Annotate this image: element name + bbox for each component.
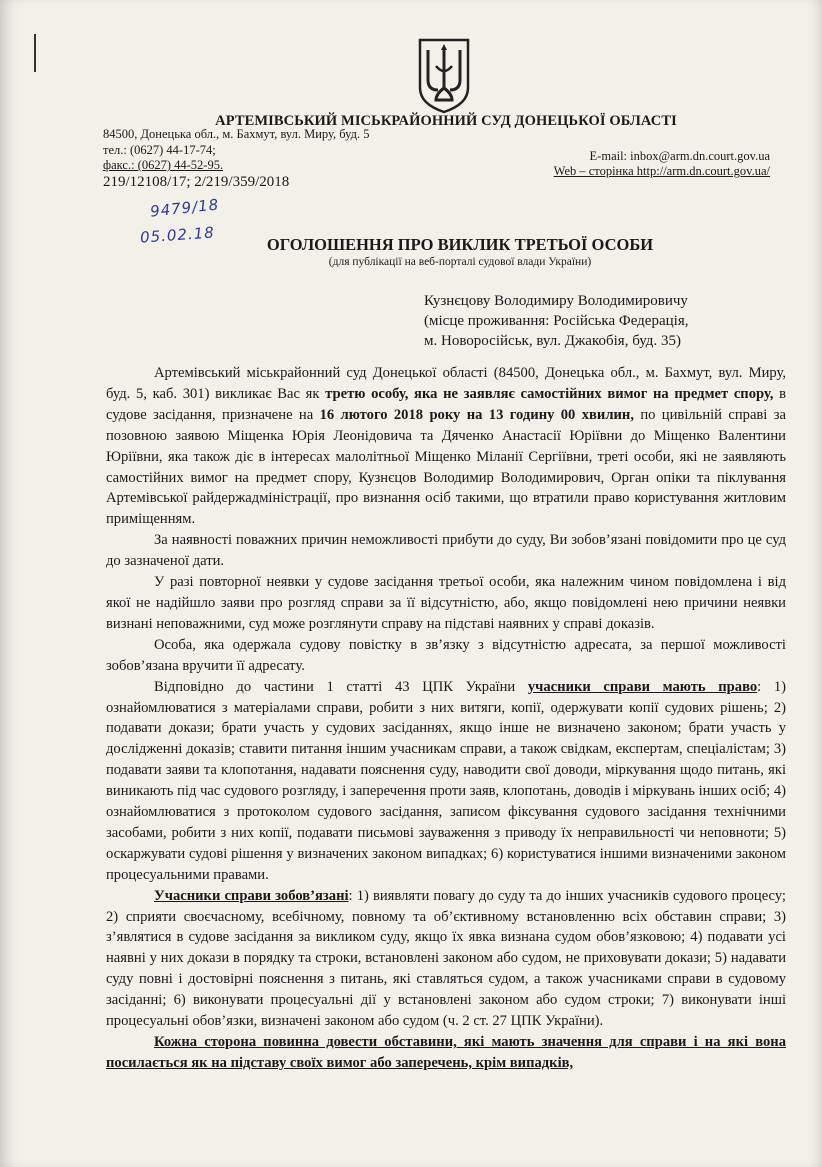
court-address: 84500, Донецька обл., м. Бахмут, вул. Миру, буд. 5 xyxy=(103,127,370,141)
paragraph-notify-court: За наявності поважних причин неможливості прибути до суду, Ви зобов’язані повідомити про це суд до зазначеної дати. xyxy=(106,532,786,570)
recipient-address: м. Новоросійськ, вул. Джакобія, буд. 35) xyxy=(424,333,681,349)
handwritten-date: 05.02.18 xyxy=(139,223,216,247)
trident-emblem-icon xyxy=(414,36,474,114)
recipient-block xyxy=(424,291,688,351)
document-title: ОГОЛОШЕННЯ ПРО ВИКЛИК ТРЕТЬОЇ ОСОБИ xyxy=(266,235,654,254)
court-fax: факс.: (0627) 44-52-95. xyxy=(103,158,224,172)
recipient-residence: (місце проживання: Російська Федерація, xyxy=(424,313,689,329)
court-email: E-mail: inbox@arm.dn.court.gov.ua xyxy=(589,149,770,163)
paragraph-participant-rights: Відповідно до частини 1 статті 43 ЦПК України учасники справи мають право: 1) ознайомлюватися з матеріалами справи, робити з них витяги, копії, одержувати копії судових рішень; 2) подавати докази; брати участь у судових засіданнях, якщо інше не визначено законом; брати участь у дослідженні доказів; ставити питання іншим учасникам справи, а також свідкам, експертам, спеціалістам; 3) подавати заяви та клопотання, надавати пояснення суду, наводити свої доводи, міркування щодо питань, які виникають під час судового розгляду, і заперечення проти заяв, клопотань, доводів і міркувань інших осіб; 4) ознайомлюватися з протоколом судового засідання, записом фіксування судового засідання технічними засобами, робити з них копії, подавати письмові зауваження з приводу їх неправильності чи неповноти; 5) оскаржувати судові рішення у визначених законом випадках; 6) користуватися іншими визначеними законом процесуальними правами. xyxy=(106,678,786,883)
notice-body xyxy=(106,363,786,1074)
document-subtitle: (для публікації на веб-порталі судової влади України) xyxy=(328,256,592,268)
court-phone: тел.: (0627) 44-17-74; xyxy=(103,143,216,157)
paragraph-repeated-absence: У разі повторної неявки у судове засідання третьої особи, яка належним чином повідомлена і від якої не надійшло заяви про розгляд справи за її відсутністю, або, якщо повідомлені нею причини неявки визнані неповажними, суд може розглянути справу на підставі наявних у справі доказів. xyxy=(106,574,786,632)
paragraph-burden-of-proof: Кожна сторона повинна довести обставини, які мають значення для справи і на які вона посилається як на підставу своїх вимог або заперечень, крім випадків, xyxy=(106,1034,786,1071)
paragraph-participant-obligations: Учасники справи зобов’язані: 1) виявляти повагу до суду та до інших учасників судового процесу; 2) сприяти своєчасному, всебічному, повному та об’єктивному встановленню всіх обставин справи; 3) з’являтися в судове засідання за викликом суду, якщо їх явка визнана судом обов’язковою; 4) подавати усі наявні у них докази в порядку та строки, встановлені законом або судом, не приховувати докази; 5) надавати суду повні і достовірні пояснення з питань, які ставляться судом, а також учасниками справи в судовому засіданні; 6) виконувати процесуальні дії у встановлені законом або судом строки; 7) виконувати інші процесуальні обов’язки, визначені законом або судом (ч. 2 ст. 27 ЦПК України). xyxy=(106,887,786,1030)
recipient-name: Кузнєцову Володимиру Володимировичу xyxy=(424,293,688,309)
handwritten-registration-number: 9479/18 xyxy=(149,195,221,221)
case-number: 219/12108/17; 2/219/359/2018 xyxy=(103,174,290,190)
court-name: АРТЕМІВСЬКИЙ МІСЬКРАЙОННИЙ СУД ДОНЕЦЬКОЇ ОБЛАСТІ xyxy=(215,113,677,129)
paragraph-summons: Артемівський міськрайонний суд Донецької області (84500, Донецька обл., м. Бахмут, вул. Миру, буд. 5, каб. 301) викликає Вас як третю особу, яка не заявляє самостійних вимог на предмет спору, в судове засідання, призначене на 16 лютого 2018 року на 13 годину 00 хвилин, по цивільній справі за позовною заявою Міщенка Юрія Леонідовича та Дяченко Анастасії Юріївни до Міщенко Валентини Юріївни, яка також діє в інтересах малолітньої Міщенко Міланії Сергіївни, треті особи, які не заявляють самостійних вимог на предмет спору, Кузнєцов Володимир Володимирович, Орган опіки та піклування Артемівської райдержадміністрації, про визнання осіб такими, що втратили право користування житловим приміщенням. xyxy=(106,365,786,528)
paragraph-summons-delivery: Особа, яка одержала судову повістку в зв’язку з відсутністю адресата, за першої можливості зобов’язана вручити її адресату. xyxy=(106,636,786,674)
court-website: Web – сторінка http://arm.dn.court.gov.ua/ xyxy=(553,164,770,178)
margin-mark xyxy=(34,34,36,72)
